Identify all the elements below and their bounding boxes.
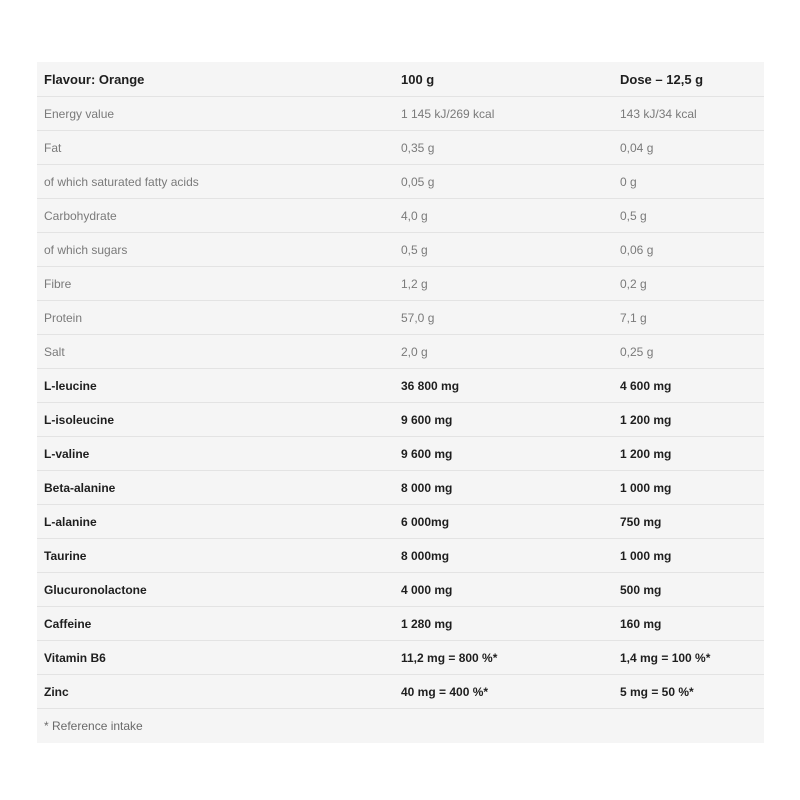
nutrition-table	[37, 62, 764, 743]
table-row	[37, 97, 764, 131]
value-per-100g: 1 280 mg	[394, 607, 613, 641]
ingredient-name: L-valine	[37, 437, 394, 471]
table-row	[37, 233, 764, 267]
table-row	[37, 199, 764, 233]
footnote-row	[37, 709, 764, 744]
ingredient-name: L-isoleucine	[37, 403, 394, 437]
value-per-dose: 750 mg	[613, 505, 764, 539]
nutrient-name: Fibre	[37, 267, 394, 301]
value-per-100g: 11,2 mg = 800 %*	[394, 641, 613, 675]
value-per-100g: 0,5 g	[394, 233, 613, 267]
nutrient-name: of which sugars	[37, 233, 394, 267]
ingredient-name: Beta-alanine	[37, 471, 394, 505]
value-per-dose: 0,06 g	[613, 233, 764, 267]
table-row	[37, 165, 764, 199]
value-per-100g: 6 000mg	[394, 505, 613, 539]
table-row	[37, 539, 764, 573]
ingredient-name: Glucuronolactone	[37, 573, 394, 607]
value-per-100g: 40 mg = 400 %*	[394, 675, 613, 709]
value-per-dose: 0,25 g	[613, 335, 764, 369]
value-per-100g: 1 145 kJ/269 kcal	[394, 97, 613, 131]
value-per-dose: 4 600 mg	[613, 369, 764, 403]
table-row	[37, 267, 764, 301]
table-row	[37, 573, 764, 607]
value-per-100g: 4,0 g	[394, 199, 613, 233]
value-per-dose: 143 kJ/34 kcal	[613, 97, 764, 131]
value-per-dose: 0,04 g	[613, 131, 764, 165]
table-row	[37, 471, 764, 505]
value-per-dose: 1 200 mg	[613, 437, 764, 471]
header-per-100g: 100 g	[394, 62, 613, 97]
value-per-dose: 500 mg	[613, 573, 764, 607]
value-per-dose: 1,4 mg = 100 %*	[613, 641, 764, 675]
value-per-100g: 1,2 g	[394, 267, 613, 301]
value-per-100g: 8 000 mg	[394, 471, 613, 505]
nutrient-name: Carbohydrate	[37, 199, 394, 233]
value-per-100g: 9 600 mg	[394, 437, 613, 471]
table-row	[37, 369, 764, 403]
value-per-dose: 1 200 mg	[613, 403, 764, 437]
ingredient-name: Caffeine	[37, 607, 394, 641]
reference-intake-footnote: * Reference intake	[44, 719, 143, 733]
table-row	[37, 607, 764, 641]
value-per-100g: 2,0 g	[394, 335, 613, 369]
value-per-dose: 5 mg = 50 %*	[613, 675, 764, 709]
ingredient-name: L-leucine	[37, 369, 394, 403]
table-header-row	[37, 62, 764, 97]
value-per-dose: 0,5 g	[613, 199, 764, 233]
value-per-dose: 1 000 mg	[613, 539, 764, 573]
value-per-100g: 4 000 mg	[394, 573, 613, 607]
value-per-100g: 0,05 g	[394, 165, 613, 199]
value-per-dose: 7,1 g	[613, 301, 764, 335]
value-per-dose: 0 g	[613, 165, 764, 199]
nutrition-table-container	[37, 62, 764, 743]
nutrient-name: of which saturated fatty acids	[37, 165, 394, 199]
value-per-100g: 9 600 mg	[394, 403, 613, 437]
value-per-100g: 36 800 mg	[394, 369, 613, 403]
header-flavour: Flavour: Orange	[37, 62, 394, 97]
table-row	[37, 437, 764, 471]
value-per-dose: 160 mg	[613, 607, 764, 641]
ingredient-name: L-alanine	[37, 505, 394, 539]
table-row	[37, 131, 764, 165]
table-row	[37, 301, 764, 335]
value-per-100g: 8 000mg	[394, 539, 613, 573]
table-row	[37, 641, 764, 675]
value-per-dose: 1 000 mg	[613, 471, 764, 505]
value-per-dose: 0,2 g	[613, 267, 764, 301]
header-per-dose: Dose – 12,5 g	[613, 62, 764, 97]
value-per-100g: 0,35 g	[394, 131, 613, 165]
nutrient-name: Fat	[37, 131, 394, 165]
table-row	[37, 675, 764, 709]
ingredient-name: Vitamin B6	[37, 641, 394, 675]
value-per-100g: 57,0 g	[394, 301, 613, 335]
nutrient-name: Salt	[37, 335, 394, 369]
nutrient-name: Energy value	[37, 97, 394, 131]
table-row	[37, 403, 764, 437]
table-row	[37, 505, 764, 539]
nutrient-name: Protein	[37, 301, 394, 335]
ingredient-name: Taurine	[37, 539, 394, 573]
ingredient-name: Zinc	[37, 675, 394, 709]
table-row	[37, 335, 764, 369]
